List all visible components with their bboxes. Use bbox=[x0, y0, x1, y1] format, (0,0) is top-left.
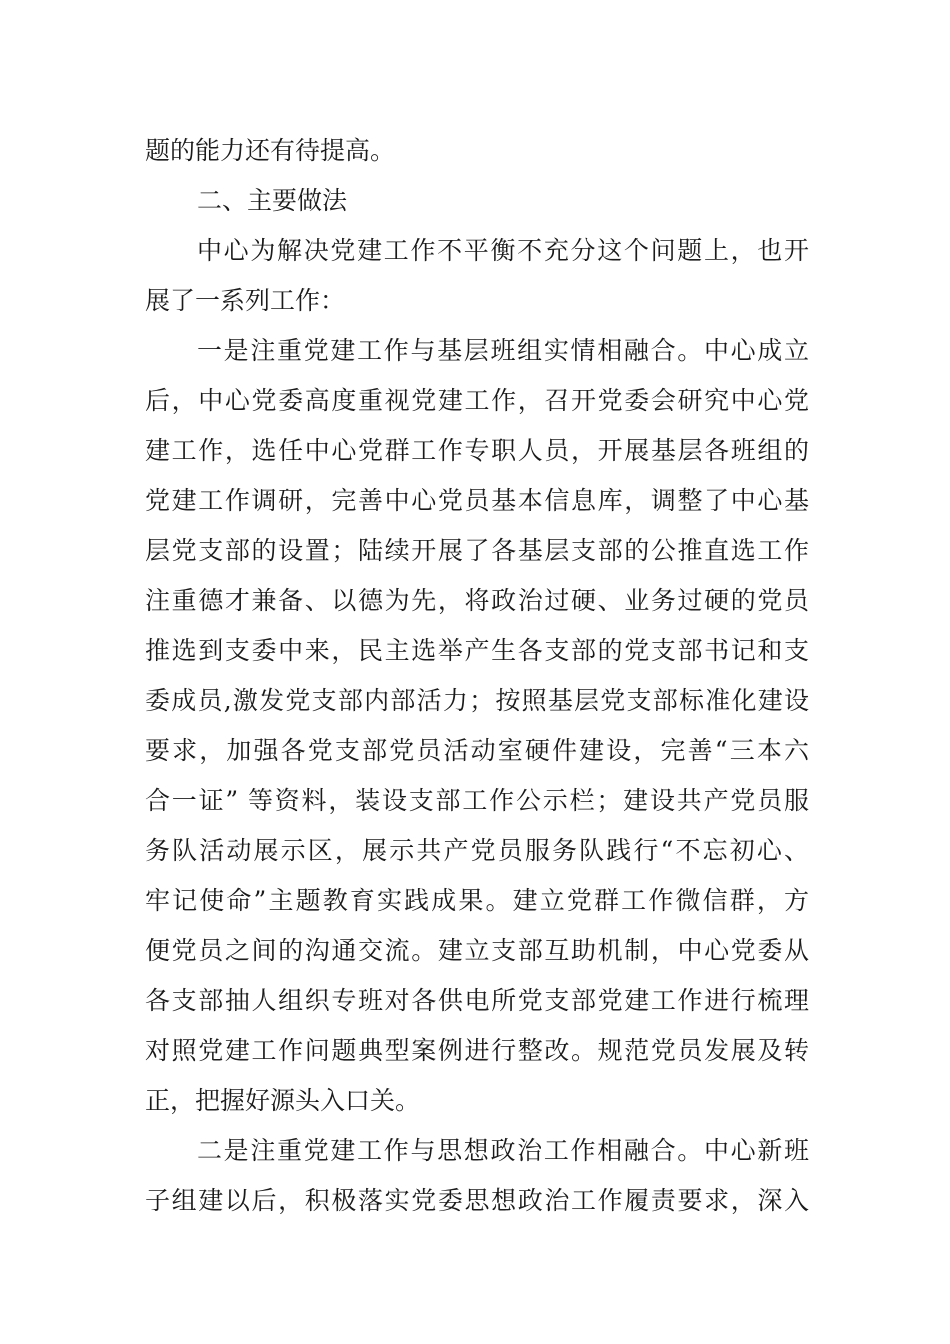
text-line: 一是注重党建工作与基层班组实情相融合。中心成立 bbox=[197, 336, 809, 365]
text-line: 展了一系列工作： bbox=[145, 286, 346, 315]
text-line: 后，中心党委高度重视党建工作，召开党委会研究中心党 bbox=[145, 386, 809, 415]
text-line: 便党员之间的沟通交流。建立支部互助机制，中心党委从 bbox=[145, 936, 809, 965]
text-line: 题的能力还有待提高。 bbox=[145, 136, 396, 165]
text-line: 层党支部的设置；陆续开展了各基层支部的公推直选工作 bbox=[145, 536, 809, 565]
document-body bbox=[145, 126, 809, 1226]
text-line: 二是注重党建工作与思想政治工作相融合。中心新班 bbox=[197, 1136, 809, 1165]
text-line: 牢记使命”主题教育实践成果。建立党群工作微信群，方 bbox=[145, 886, 809, 915]
text-line: 要求，加强各党支部党员活动室硬件建设，完善“三本六 bbox=[145, 736, 809, 765]
text-line: 正，把握好源头入口关。 bbox=[145, 1086, 421, 1115]
text-line: 委成员,激发党支部内部活力；按照基层党支部标准化建设 bbox=[145, 686, 809, 715]
text-line: 合一证” 等资料，装设支部工作公示栏；建设共产党员服 bbox=[145, 786, 809, 815]
text-line: 务队活动展示区，展示共产党员服务队践行“不忘初心、 bbox=[145, 836, 809, 865]
text-line: 对照党建工作问题典型案例进行整改。规范党员发展及转 bbox=[145, 1036, 809, 1065]
section-heading: 二、主要做法 bbox=[197, 186, 348, 215]
text-line: 子组建以后，积极落实党委思想政治工作履责要求，深入 bbox=[145, 1186, 809, 1215]
text-line: 注重德才兼备、以德为先，将政治过硬、业务过硬的党员 bbox=[145, 586, 809, 615]
text-line: 中心为解决党建工作不平衡不充分这个问题上，也开 bbox=[197, 236, 809, 265]
text-line: 建工作，选任中心党群工作专职人员，开展基层各班组的 bbox=[145, 436, 809, 465]
text-line: 党建工作调研，完善中心党员基本信息库，调整了中心基 bbox=[145, 486, 809, 515]
text-line: 各支部抽人组织专班对各供电所党支部党建工作进行梳理 bbox=[145, 986, 809, 1015]
text-line: 推选到支委中来，民主选举产生各支部的党支部书记和支 bbox=[145, 636, 809, 665]
